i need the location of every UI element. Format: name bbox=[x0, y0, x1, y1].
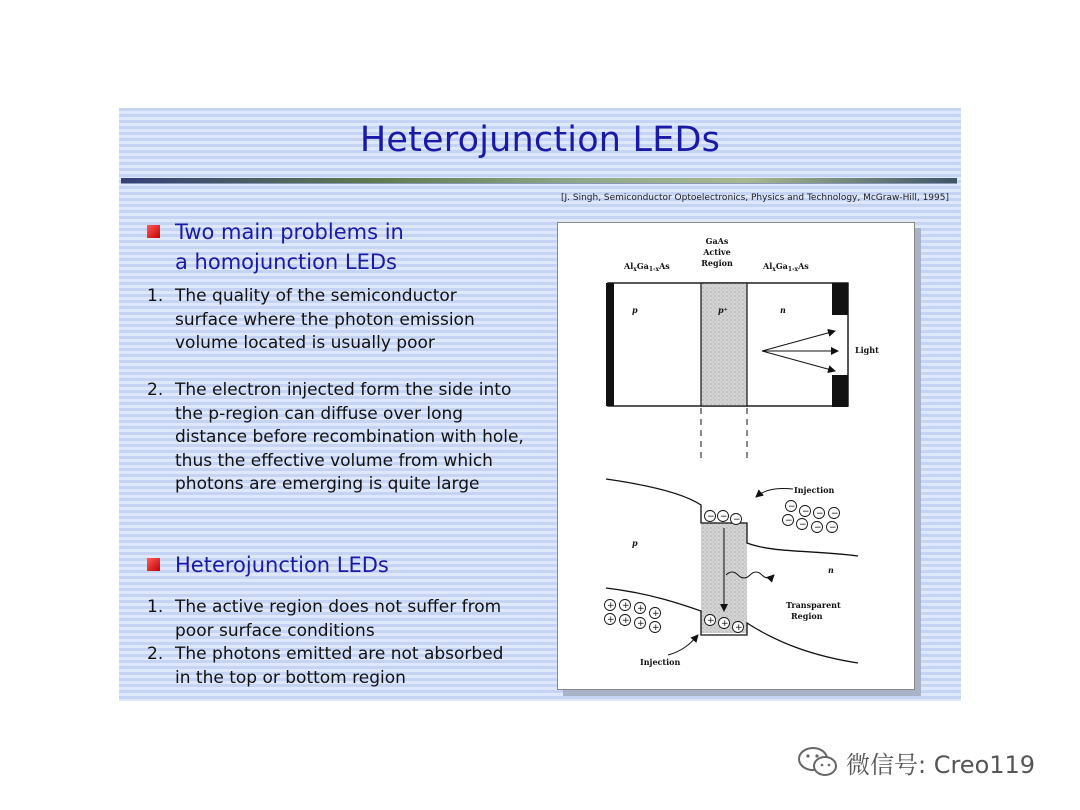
svg-text:+: + bbox=[637, 619, 645, 629]
right-contact-bottom bbox=[832, 375, 848, 407]
item-line: thus the effective volume from which bbox=[175, 450, 493, 471]
hetero-item-2 bbox=[147, 643, 547, 690]
item-line: volume located is usually poor bbox=[175, 333, 435, 353]
watermark-text: 微信号: Creo119 bbox=[846, 750, 1036, 779]
active-label-3: Region bbox=[701, 258, 733, 268]
item-line: The photons emitted are not absorbed bbox=[175, 644, 504, 664]
item-number: 2. bbox=[147, 380, 164, 400]
right-contact-top bbox=[832, 283, 848, 315]
item-line: poor surface conditions bbox=[175, 620, 375, 641]
left-contact bbox=[606, 283, 614, 406]
holes-p-region bbox=[605, 600, 661, 634]
citation: [J. Singh, Semiconductor Optoelectronics, Physics and Technology, McGraw-Hill, 1995] bbox=[560, 193, 949, 203]
left-material-label: $Al_xGa_{1-x}As$ bbox=[624, 261, 670, 273]
electrons-n-region bbox=[783, 501, 840, 534]
item-line: The quality of the semiconductor bbox=[175, 286, 457, 306]
band-n-label: n bbox=[828, 565, 834, 575]
active-label-1: GaAs bbox=[705, 236, 729, 246]
wechat-watermark bbox=[796, 742, 1035, 782]
injection-top-label: Injection bbox=[794, 485, 835, 495]
item-number: 2. bbox=[147, 644, 164, 664]
item-line: The active region does not suffer from bbox=[175, 597, 502, 617]
heterojunction-figure bbox=[557, 222, 915, 690]
item-line: surface where the photon emission bbox=[175, 309, 475, 330]
item-line: photons are emerging is quite large bbox=[175, 474, 480, 494]
svg-text:+: + bbox=[652, 609, 660, 619]
item-line: in the top or bottom region bbox=[175, 667, 406, 688]
active-label-2: Active bbox=[703, 247, 731, 257]
svg-text:+: + bbox=[622, 601, 630, 611]
figure-svg bbox=[558, 223, 914, 689]
item-number: 1. bbox=[147, 597, 164, 617]
slide-title: Heterojunction LEDs bbox=[359, 120, 721, 160]
wechat-icon bbox=[796, 745, 840, 779]
band-p-label: p bbox=[632, 538, 638, 548]
slide bbox=[119, 108, 961, 701]
right-material-label: $Al_xGa_{1-x}As$ bbox=[763, 261, 809, 273]
item-line: The electron injected form the side into bbox=[175, 380, 512, 400]
section2-heading-text: Heterojunction LEDs bbox=[175, 553, 389, 577]
svg-text:−: − bbox=[720, 512, 728, 522]
svg-text:+: + bbox=[707, 616, 715, 626]
light-label: Light bbox=[855, 345, 879, 355]
svg-text:−: − bbox=[816, 509, 824, 519]
p-plus-label: p⁺ bbox=[718, 305, 728, 315]
svg-text:−: − bbox=[802, 507, 810, 517]
bullet-square-icon bbox=[147, 225, 160, 238]
svg-text:+: + bbox=[607, 615, 615, 625]
svg-text:−: − bbox=[733, 515, 741, 525]
bullet-square-icon bbox=[147, 558, 160, 571]
section1-heading-line1: Two main problems in bbox=[175, 220, 404, 244]
hetero-item-1 bbox=[147, 596, 547, 643]
svg-text:+: + bbox=[652, 623, 660, 633]
transparent-label-1: Transparent bbox=[786, 600, 841, 610]
svg-text:−: − bbox=[785, 516, 793, 526]
svg-text:+: + bbox=[607, 601, 615, 611]
svg-text:−: − bbox=[799, 520, 807, 530]
svg-text:−: − bbox=[814, 523, 822, 533]
svg-text:−: − bbox=[829, 523, 837, 533]
svg-text:+: + bbox=[622, 616, 630, 626]
problem-item-1 bbox=[147, 285, 547, 356]
section1-heading-line2: a homojunction LEDs bbox=[175, 250, 397, 274]
injection-bottom-label: Injection bbox=[640, 657, 681, 667]
p-label: p bbox=[632, 305, 638, 315]
svg-text:−: − bbox=[788, 502, 796, 512]
item-line: the p-region can diffuse over long bbox=[175, 403, 464, 424]
active-region bbox=[701, 283, 747, 406]
title-divider-shadow bbox=[121, 183, 957, 184]
svg-text:+: + bbox=[637, 604, 645, 614]
transparent-label-2: Region bbox=[791, 611, 823, 621]
n-label: n bbox=[780, 305, 786, 315]
svg-text:+: + bbox=[721, 619, 729, 629]
item-line: distance before recombination with hole, bbox=[175, 427, 524, 447]
problem-item-2 bbox=[147, 379, 567, 497]
svg-text:−: − bbox=[831, 509, 839, 519]
svg-text:+: + bbox=[735, 623, 743, 633]
section2-heading bbox=[147, 550, 389, 580]
svg-text:−: − bbox=[707, 512, 715, 522]
section1-heading bbox=[147, 217, 404, 277]
item-number: 1. bbox=[147, 286, 164, 306]
